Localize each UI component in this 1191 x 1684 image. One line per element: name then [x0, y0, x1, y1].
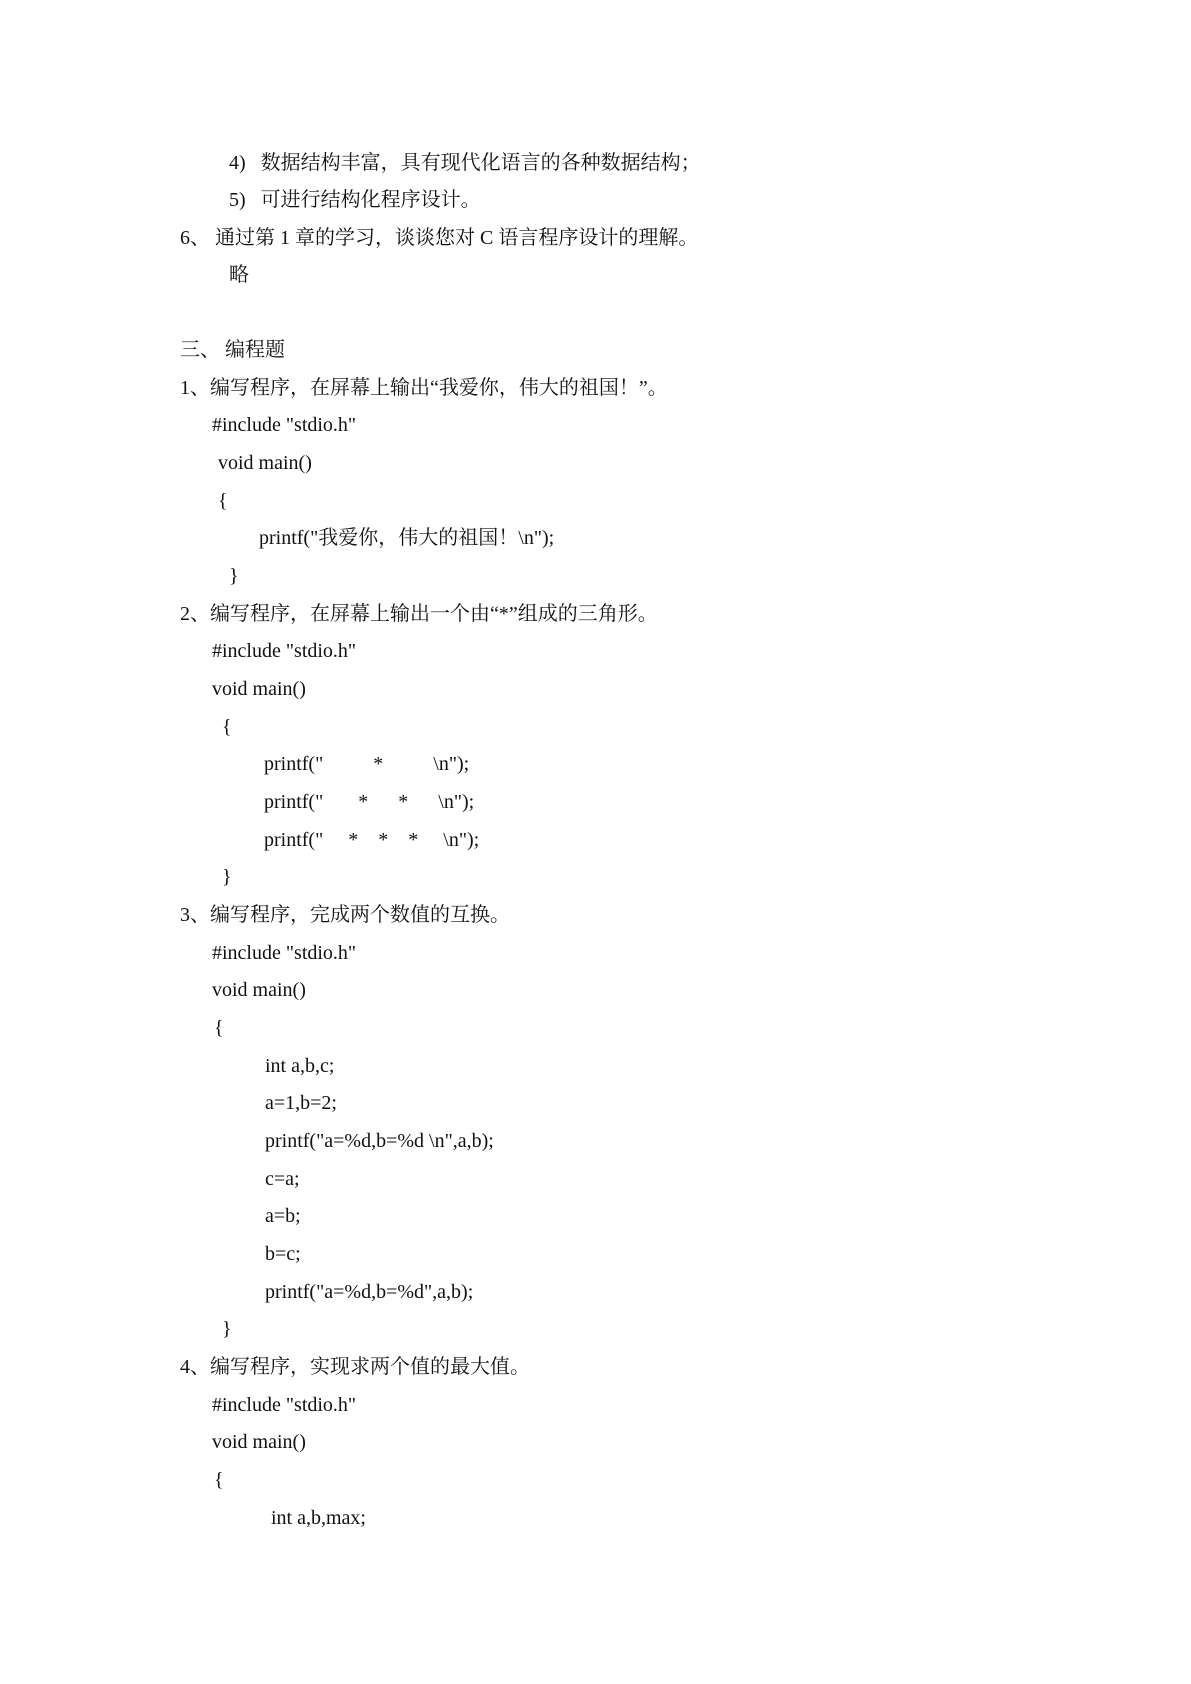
list-item-4: 4) 数据结构丰富，具有现代化语言的各种数据结构；: [229, 152, 701, 174]
code-line: }: [222, 1318, 232, 1340]
code-line: void main(): [212, 1431, 306, 1453]
code-line: }: [222, 866, 232, 888]
code-line: int a,b,c;: [265, 1055, 335, 1077]
code-line: void main(): [212, 678, 306, 700]
code-line: printf(" * * \n");: [264, 791, 475, 813]
code-line: {: [222, 716, 232, 738]
problem-1-title: 1、编写程序，在屏幕上输出“我爱你，伟大的祖国！”。: [180, 377, 668, 399]
question-6: 6、 通过第 1 章的学习，谈谈您对 C 语言程序设计的理解。: [180, 227, 699, 249]
code-line: a=b;: [265, 1205, 301, 1227]
code-line: printf("a=%d,b=%d",a,b);: [265, 1281, 474, 1303]
code-line: a=1,b=2;: [265, 1092, 337, 1114]
code-line: #include "stdio.h": [212, 640, 357, 662]
problem-2-title: 2、编写程序，在屏幕上输出一个由“*”组成的三角形。: [180, 603, 658, 625]
section-heading: 三、 编程题: [180, 339, 285, 361]
code-line: #include "stdio.h": [212, 942, 357, 964]
code-line: printf(" * * * \n");: [264, 829, 480, 851]
code-line: #include "stdio.h": [212, 1394, 357, 1416]
code-line: {: [214, 1469, 224, 1491]
code-line: printf("a=%d,b=%d \n",a,b);: [265, 1130, 494, 1152]
code-line: c=a;: [265, 1168, 300, 1190]
code-line: void main(): [212, 979, 306, 1001]
list-item-5: 5) 可进行结构化程序设计。: [229, 189, 481, 211]
code-line: {: [214, 1017, 224, 1039]
question-6-answer: 略: [229, 264, 249, 286]
code-line: #include "stdio.h": [212, 414, 357, 436]
code-line: {: [218, 490, 228, 512]
code-line: printf("我爱你，伟大的祖国！\n");: [259, 527, 555, 549]
problem-4-title: 4、编写程序，实现求两个值的最大值。: [180, 1356, 530, 1378]
problem-3-title: 3、编写程序，完成两个数值的互换。: [180, 904, 510, 926]
code-line: }: [229, 565, 239, 587]
code-line: b=c;: [265, 1243, 301, 1265]
code-line: void main(): [218, 452, 312, 474]
code-line: printf(" * \n");: [264, 753, 470, 775]
code-line: int a,b,max;: [271, 1507, 366, 1529]
